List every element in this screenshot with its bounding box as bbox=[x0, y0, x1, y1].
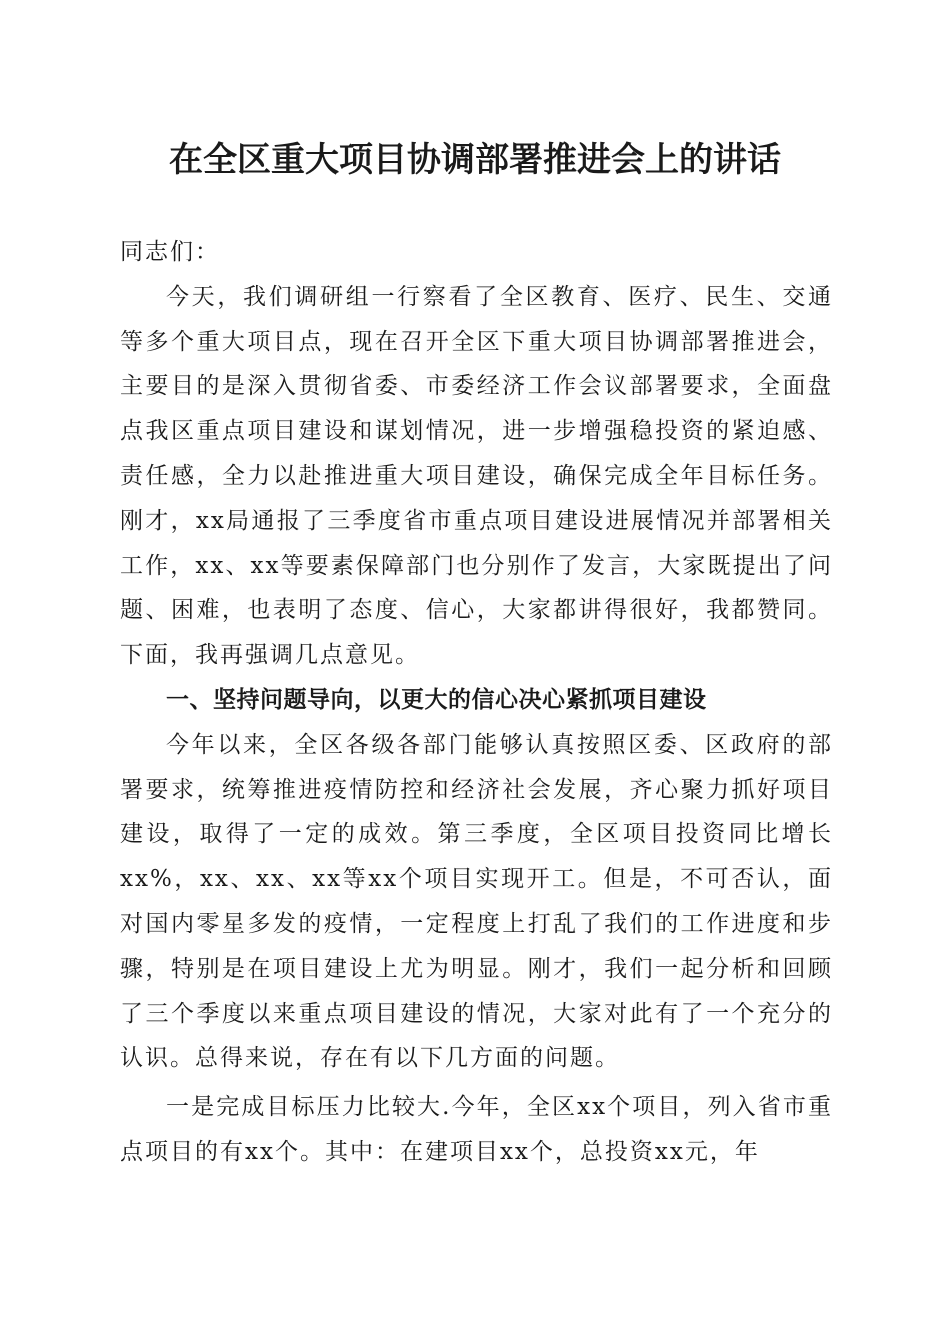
point-1-lead: 一是完成目标压力比较大. bbox=[166, 1094, 452, 1121]
section-heading-1: 一、坚持问题导向，以更大的信心决心紧抓项目建设 bbox=[166, 686, 707, 713]
intro-paragraph: 今天，我们调研组一行察看了全区教育、医疗、民生、交通等多个重大项目点，现在召开全区下重大项目协调部署推进会，主要目的是深入贯彻省委、市委经济工作会议部署要求，全面盘点我区重点项目建设和谋划情况，进一步增强稳投资的紧迫感、责任感，全力以赴推进重大项目建设，确保完成全年目标任务。刚才，xx局通报了三季度省市重点项目建设进展情况并部署相关工作，xx、xx等要素保障部门也分别作了发言，大家既提出了问题、困难，也表明了态度、信心，大家都讲得很好，我都赞同。下面，我再强调几点意见。 bbox=[120, 283, 833, 669]
salutation: 同志们： bbox=[120, 239, 220, 265]
section-1-paragraph: 今年以来，全区各级各部门能够认真按照区委、区政府的部署要求，统筹推进疫情防控和经济社会发展，齐心聚力抓好项目建设，取得了一定的成效。第三季度，全区项目投资同比增长xx%，xx、xx、xx等xx个项目实现开工。但是，不可否认，面对国内零星多发的疫情，一定程度上打乱了我们的工作进度和步骤，特别是在项目建设上尤为明显。刚才，我们一起分析和回顾了三个季度以来重点项目建设的情况，大家对此有了一个充分的认识。总得来说，存在有以下几方面的问题。 bbox=[120, 731, 833, 1072]
point-1-paragraph bbox=[120, 1085, 833, 1175]
document-body bbox=[120, 230, 833, 1175]
point-1-text: 今年，全区xx个项目，列入省市重点项目的有xx个。其中：在建项目xx个，总投资xx元，年 bbox=[120, 1094, 833, 1165]
document-title: 在全区重大项目协调部署推进会上的讲话 bbox=[169, 140, 781, 180]
